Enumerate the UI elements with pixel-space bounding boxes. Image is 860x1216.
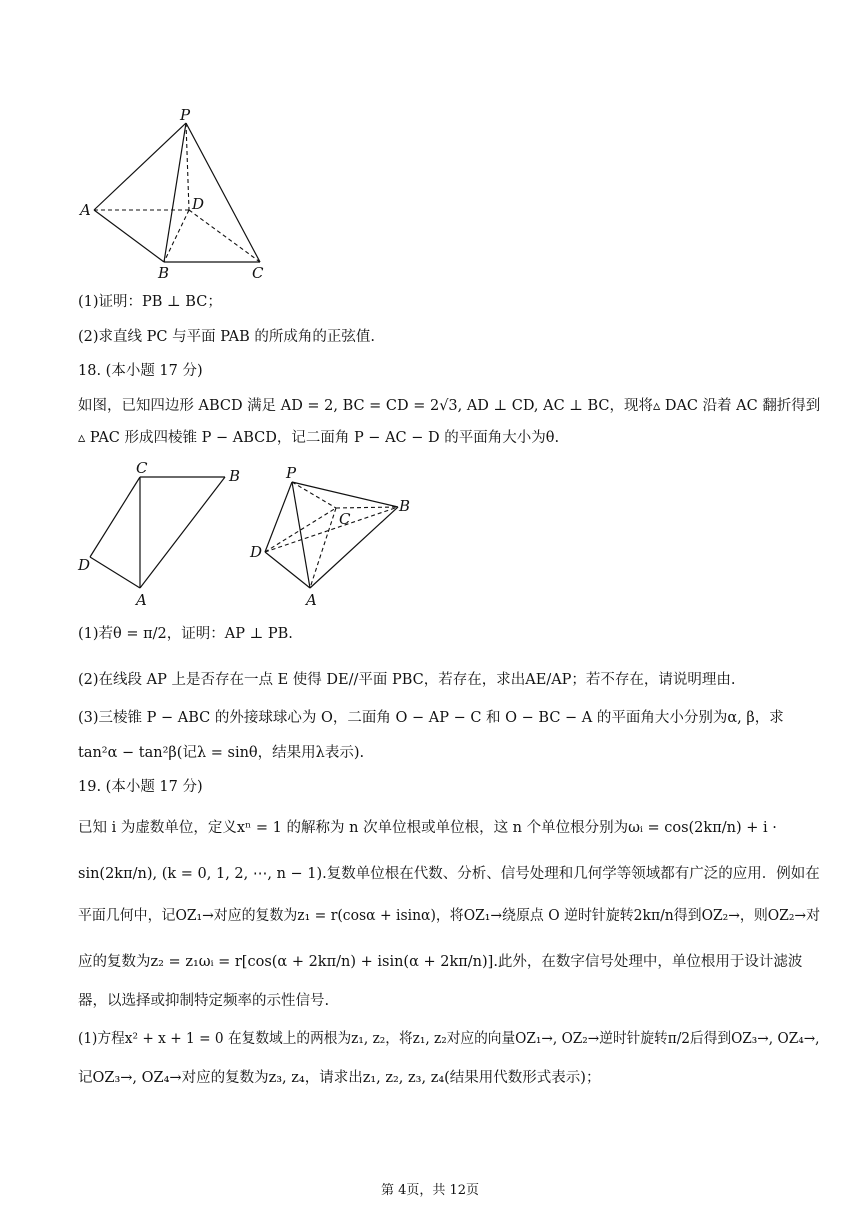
label-p: P (286, 464, 297, 482)
q18-part3-line1: (3)三棱锥 P − ABC 的外接球球心为 O，二面角 O − AP − C 和 O − BC − A 的平面角大小分别为α, β，求 (78, 710, 784, 726)
label-p: P (180, 106, 191, 124)
figure-quadrilateral-abcd (72, 458, 252, 608)
q19-part1-line2: 记OZ₃→, OZ₄→对应的复数为z₃, z₄，请求出z₁, z₂, z₃, z₄(结果用代数形式表示)； (78, 1070, 601, 1086)
label-a: A (80, 201, 91, 219)
q19-line5: 器，以选择或抑制特定频率的示性信号. (78, 993, 330, 1009)
q19-line1: 已知 i 为虚数单位，定义xⁿ = 1 的解称为 n 次单位根或单位根，这 n 个单位根分别为ωᵢ = cos(2kπ/n) + i · (78, 820, 777, 836)
q19-header: 19. (本小题 17 分) (78, 779, 203, 795)
label-b: B (229, 467, 241, 485)
q18-header: 18. (本小题 17 分) (78, 363, 203, 379)
q18-stem-line1: 如图，已知四边形 ABCD 满足 AD = 2, BC = CD = 2√3, AD ⊥ CD, AC ⊥ BC，现将▵ DAC 沿着 AC 翻折得到 (78, 398, 821, 414)
q18-part2: (2)在线段 AP 上是否存在一点 E 使得 DE//平面 PBC，若存在，求出AE/AP；若不存在，请说明理由. (78, 672, 736, 688)
q17-part1: (1)证明：PB ⊥ BC； (78, 294, 222, 310)
label-d: D (78, 556, 91, 574)
label-b: B (158, 264, 170, 282)
label-b: B (399, 497, 411, 515)
q19-line2: sin(2kπ/n), (k = 0, 1, 2, ⋯, n − 1).复数单位根在代数、分析、信号处理和几何学等领域都有广泛的应用．例如在 (78, 866, 820, 882)
label-c: C (252, 264, 264, 282)
page-footer: 第 4页，共 12页 (380, 1183, 480, 1198)
q18-part1: (1)若θ = π/2，证明：AP ⊥ PB. (78, 626, 293, 642)
q18-part3-line2: tan²α − tan²β(记λ = sinθ，结果用λ表示). (78, 745, 365, 761)
q17-part2: (2)求直线 PC 与平面 PAB 的所成角的正弦值. (78, 329, 375, 345)
label-d: D (192, 195, 205, 213)
label-a: A (306, 591, 317, 609)
figure-folded-pyramid (248, 462, 428, 610)
label-a: A (136, 591, 147, 608)
q19-line3: 平面几何中，记OZ₁→对应的复数为z₁ = r(cosα + isinα)，将OZ₁→绕原点 O 逆时针旋转2kπ/n得到OZ₂→，则OZ₂→对 (78, 908, 821, 924)
q18-stem-line2: ▵ PAC 形成四棱锥 P − ABCD，记二面角 P − AC − D 的平面角大小为θ. (78, 430, 560, 446)
label-c: C (339, 510, 351, 528)
q19-part1-line1: (1)方程x² + x + 1 = 0 在复数域上的两根为z₁, z₂，将z₁, z₂对应的向量OZ₁→, OZ₂→逆时针旋转π/2后得到OZ₃→, OZ₄→, (78, 1031, 820, 1047)
q19-line4: 应的复数为z₂ = z₁ωᵢ = r[cos(α + 2kπ/n) + isin(α + 2kπ/n)].此外，在数字信号处理中，单位根用于设计滤波 (78, 954, 803, 970)
figure-pyramid-pabcd (70, 100, 290, 285)
label-d: D (250, 543, 263, 561)
label-c: C (136, 459, 148, 477)
